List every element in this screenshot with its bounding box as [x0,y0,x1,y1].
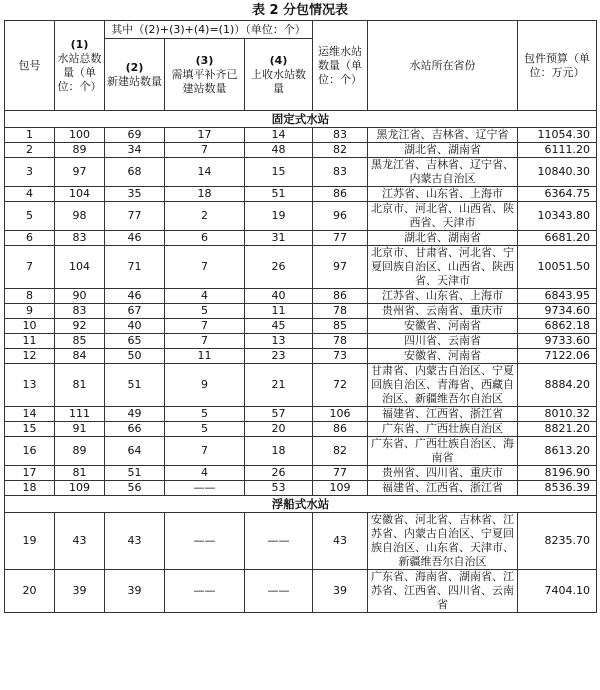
cell-pkg: 17 [5,466,55,481]
cell-pkg: 8 [5,289,55,304]
header-total-num: (1) [70,37,89,51]
cell-take: 11 [245,304,313,319]
cell-total: 84 [55,349,105,364]
cell-new: 56 [105,481,165,496]
cell-maint: 97 [313,246,368,289]
cell-maint: 82 [313,143,368,158]
cell-budget: 11054.30 [518,128,597,143]
cell-prov: 湖北省、湖南省 [368,143,518,158]
cell-new: 49 [105,407,165,422]
cell-maint: 83 [313,128,368,143]
cell-maint: 78 [313,334,368,349]
cell-new: 50 [105,349,165,364]
cell-budget: 8010.32 [518,407,597,422]
cell-take: 18 [245,437,313,466]
cell-take: 48 [245,143,313,158]
cell-total: 92 [55,319,105,334]
cell-take: 51 [245,187,313,202]
cell-prov: 安徽省、河北省、吉林省、江苏省、内蒙古自治区、宁夏回族自治区、山东省、天津市、新疆维吾尔自治区 [368,513,518,570]
table-row [5,437,597,466]
section-floating: 浮船式水站 [5,496,597,513]
cell-fill: 7 [165,143,245,158]
cell-prov: 贵州省、云南省、重庆市 [368,304,518,319]
cell-maint: 83 [313,158,368,187]
cell-prov: 贵州省、四川省、重庆市 [368,466,518,481]
cell-fill: 11 [165,349,245,364]
cell-maint: 109 [313,481,368,496]
cell-pkg: 10 [5,319,55,334]
cell-budget: 10343.80 [518,202,597,231]
package-table [4,20,597,613]
cell-pkg: 11 [5,334,55,349]
table-row [5,304,597,319]
cell-prov: 黑龙江省、吉林省、辽宁省 [368,128,518,143]
cell-fill: 2 [165,202,245,231]
cell-budget: 8196.90 [518,466,597,481]
cell-take: 23 [245,349,313,364]
cell-maint: 96 [313,202,368,231]
header-budget: 包件预算（单位：万元） [518,21,597,111]
cell-pkg: 15 [5,422,55,437]
cell-pkg: 19 [5,513,55,570]
cell-fill: 6 [165,231,245,246]
cell-new: 46 [105,231,165,246]
cell-new: 67 [105,304,165,319]
cell-take: 21 [245,364,313,407]
cell-maint: 85 [313,319,368,334]
table-row [5,158,597,187]
cell-new: 46 [105,289,165,304]
cell-pkg: 1 [5,128,55,143]
cell-total: 109 [55,481,105,496]
header-new-label: 新建站数量 [107,74,162,88]
header-new-num: (2) [125,60,144,74]
cell-new: 51 [105,466,165,481]
cell-new: 68 [105,158,165,187]
table-row [5,466,597,481]
cell-maint: 86 [313,187,368,202]
table-row [5,231,597,246]
cell-new: 77 [105,202,165,231]
cell-fill: 9 [165,364,245,407]
cell-pkg: 14 [5,407,55,422]
cell-total: 104 [55,187,105,202]
cell-prov: 黑龙江省、吉林省、辽宁省、内蒙古自治区 [368,158,518,187]
cell-fill: 17 [165,128,245,143]
table-row [5,349,597,364]
table-row [5,289,597,304]
cell-fill: 7 [165,319,245,334]
cell-fill: 5 [165,304,245,319]
cell-take: 26 [245,466,313,481]
table-row [5,481,597,496]
header-prov: 水站所在省份 [368,21,518,111]
header-take-label: 上收水站数量 [251,67,307,95]
cell-new: 51 [105,364,165,407]
cell-pkg: 6 [5,231,55,246]
cell-prov: 福建省、江西省、浙江省 [368,481,518,496]
cell-new: 35 [105,187,165,202]
cell-budget: 6862.18 [518,319,597,334]
cell-budget: 9733.60 [518,334,597,349]
cell-maint: 86 [313,422,368,437]
cell-take: 20 [245,422,313,437]
header-take-num: (4) [269,53,288,67]
cell-prov: 甘肃省、内蒙古自治区、宁夏回族自治区、青海省、西藏自治区、新疆维吾尔自治区 [368,364,518,407]
cell-budget: 8235.70 [518,513,597,570]
cell-prov: 湖北省、湖南省 [368,231,518,246]
cell-prov: 北京市、河北省、山西省、陕西省、天津市 [368,202,518,231]
cell-total: 89 [55,437,105,466]
cell-fill: 4 [165,466,245,481]
cell-fill: 5 [165,407,245,422]
cell-budget: 6681.20 [518,231,597,246]
cell-total: 43 [55,513,105,570]
cell-new: 71 [105,246,165,289]
cell-new: 69 [105,128,165,143]
cell-budget: 8613.20 [518,437,597,466]
cell-prov: 江苏省、山东省、上海市 [368,187,518,202]
cell-fill: 14 [165,158,245,187]
table-row [5,319,597,334]
header-total-label: 水站总数量（单位：个） [57,51,102,93]
cell-fill: —— [165,570,245,613]
cell-fill: 7 [165,334,245,349]
cell-budget: 9734.60 [518,304,597,319]
cell-pkg: 12 [5,349,55,364]
cell-take: 26 [245,246,313,289]
cell-maint: 78 [313,304,368,319]
header-fill-num: (3) [195,53,214,67]
cell-new: 40 [105,319,165,334]
cell-prov: 广东省、广西壮族自治区 [368,422,518,437]
cell-budget: 6111.20 [518,143,597,158]
cell-budget: 8821.20 [518,422,597,437]
cell-take: 45 [245,319,313,334]
cell-budget: 7404.10 [518,570,597,613]
cell-total: 89 [55,143,105,158]
cell-take: —— [245,570,313,613]
cell-prov: 江苏省、山东省、上海市 [368,289,518,304]
section-fixed: 固定式水站 [5,111,597,128]
cell-maint: 106 [313,407,368,422]
cell-pkg: 7 [5,246,55,289]
cell-total: 90 [55,289,105,304]
header-group: 其中（(2)+(3)+(4)=(1)）（单位：个） [105,21,313,39]
cell-fill: 5 [165,422,245,437]
table-row [5,570,597,613]
cell-prov: 安徽省、河南省 [368,349,518,364]
table-row [5,334,597,349]
cell-new: 34 [105,143,165,158]
cell-budget: 10840.30 [518,158,597,187]
cell-fill: 4 [165,289,245,304]
cell-pkg: 2 [5,143,55,158]
cell-take: 57 [245,407,313,422]
cell-prov: 安徽省、河南省 [368,319,518,334]
header-maint: 运维水站数量（单位：个） [313,21,368,111]
cell-total: 111 [55,407,105,422]
cell-prov: 广东省、广西壮族自治区、海南省 [368,437,518,466]
cell-maint: 43 [313,513,368,570]
cell-prov: 广东省、海南省、湖南省、江苏省、江西省、四川省、云南省 [368,570,518,613]
table-row [5,128,597,143]
cell-fill: —— [165,481,245,496]
cell-pkg: 16 [5,437,55,466]
cell-budget: 10051.50 [518,246,597,289]
cell-total: 81 [55,364,105,407]
header-fill [165,39,245,111]
table-row [5,422,597,437]
cell-total: 83 [55,304,105,319]
table-row [5,513,597,570]
header-pkg: 包号 [5,21,55,111]
cell-pkg: 4 [5,187,55,202]
header-new [105,39,165,111]
cell-fill: 7 [165,437,245,466]
cell-budget: 6843.95 [518,289,597,304]
cell-maint: 86 [313,289,368,304]
cell-fill: 18 [165,187,245,202]
cell-pkg: 5 [5,202,55,231]
cell-total: 98 [55,202,105,231]
cell-pkg: 3 [5,158,55,187]
cell-maint: 73 [313,349,368,364]
cell-pkg: 9 [5,304,55,319]
cell-budget: 8884.20 [518,364,597,407]
cell-new: 43 [105,513,165,570]
cell-maint: 82 [313,437,368,466]
cell-total: 97 [55,158,105,187]
cell-take: 15 [245,158,313,187]
cell-take: 13 [245,334,313,349]
cell-pkg: 20 [5,570,55,613]
cell-take: 19 [245,202,313,231]
cell-total: 100 [55,128,105,143]
table-row [5,246,597,289]
cell-total: 91 [55,422,105,437]
table-title: 表 2 分包情况表 [251,3,349,18]
cell-total: 104 [55,246,105,289]
cell-total: 39 [55,570,105,613]
table-row [5,202,597,231]
cell-maint: 39 [313,570,368,613]
cell-take: 31 [245,231,313,246]
header-fill-label: 需填平补齐已建站数量 [171,67,238,95]
cell-total: 85 [55,334,105,349]
cell-budget: 8536.39 [518,481,597,496]
cell-maint: 77 [313,466,368,481]
cell-total: 81 [55,466,105,481]
cell-new: 65 [105,334,165,349]
cell-take: 14 [245,128,313,143]
header-total [55,21,105,111]
cell-new: 64 [105,437,165,466]
header-take [245,39,313,111]
table-row [5,407,597,422]
cell-pkg: 13 [5,364,55,407]
cell-total: 83 [55,231,105,246]
cell-maint: 72 [313,364,368,407]
cell-take: 40 [245,289,313,304]
cell-pkg: 18 [5,481,55,496]
cell-prov: 四川省、云南省 [368,334,518,349]
cell-take: 53 [245,481,313,496]
cell-maint: 77 [313,231,368,246]
table-row [5,187,597,202]
cell-new: 39 [105,570,165,613]
cell-prov: 北京市、甘肃省、河北省、宁夏回族自治区、山西省、陕西省、天津市 [368,246,518,289]
table-row [5,143,597,158]
cell-new: 66 [105,422,165,437]
cell-budget: 6364.75 [518,187,597,202]
table-row [5,364,597,407]
cell-fill: 7 [165,246,245,289]
cell-prov: 福建省、江西省、浙江省 [368,407,518,422]
cell-take: —— [245,513,313,570]
cell-budget: 7122.06 [518,349,597,364]
cell-fill: —— [165,513,245,570]
